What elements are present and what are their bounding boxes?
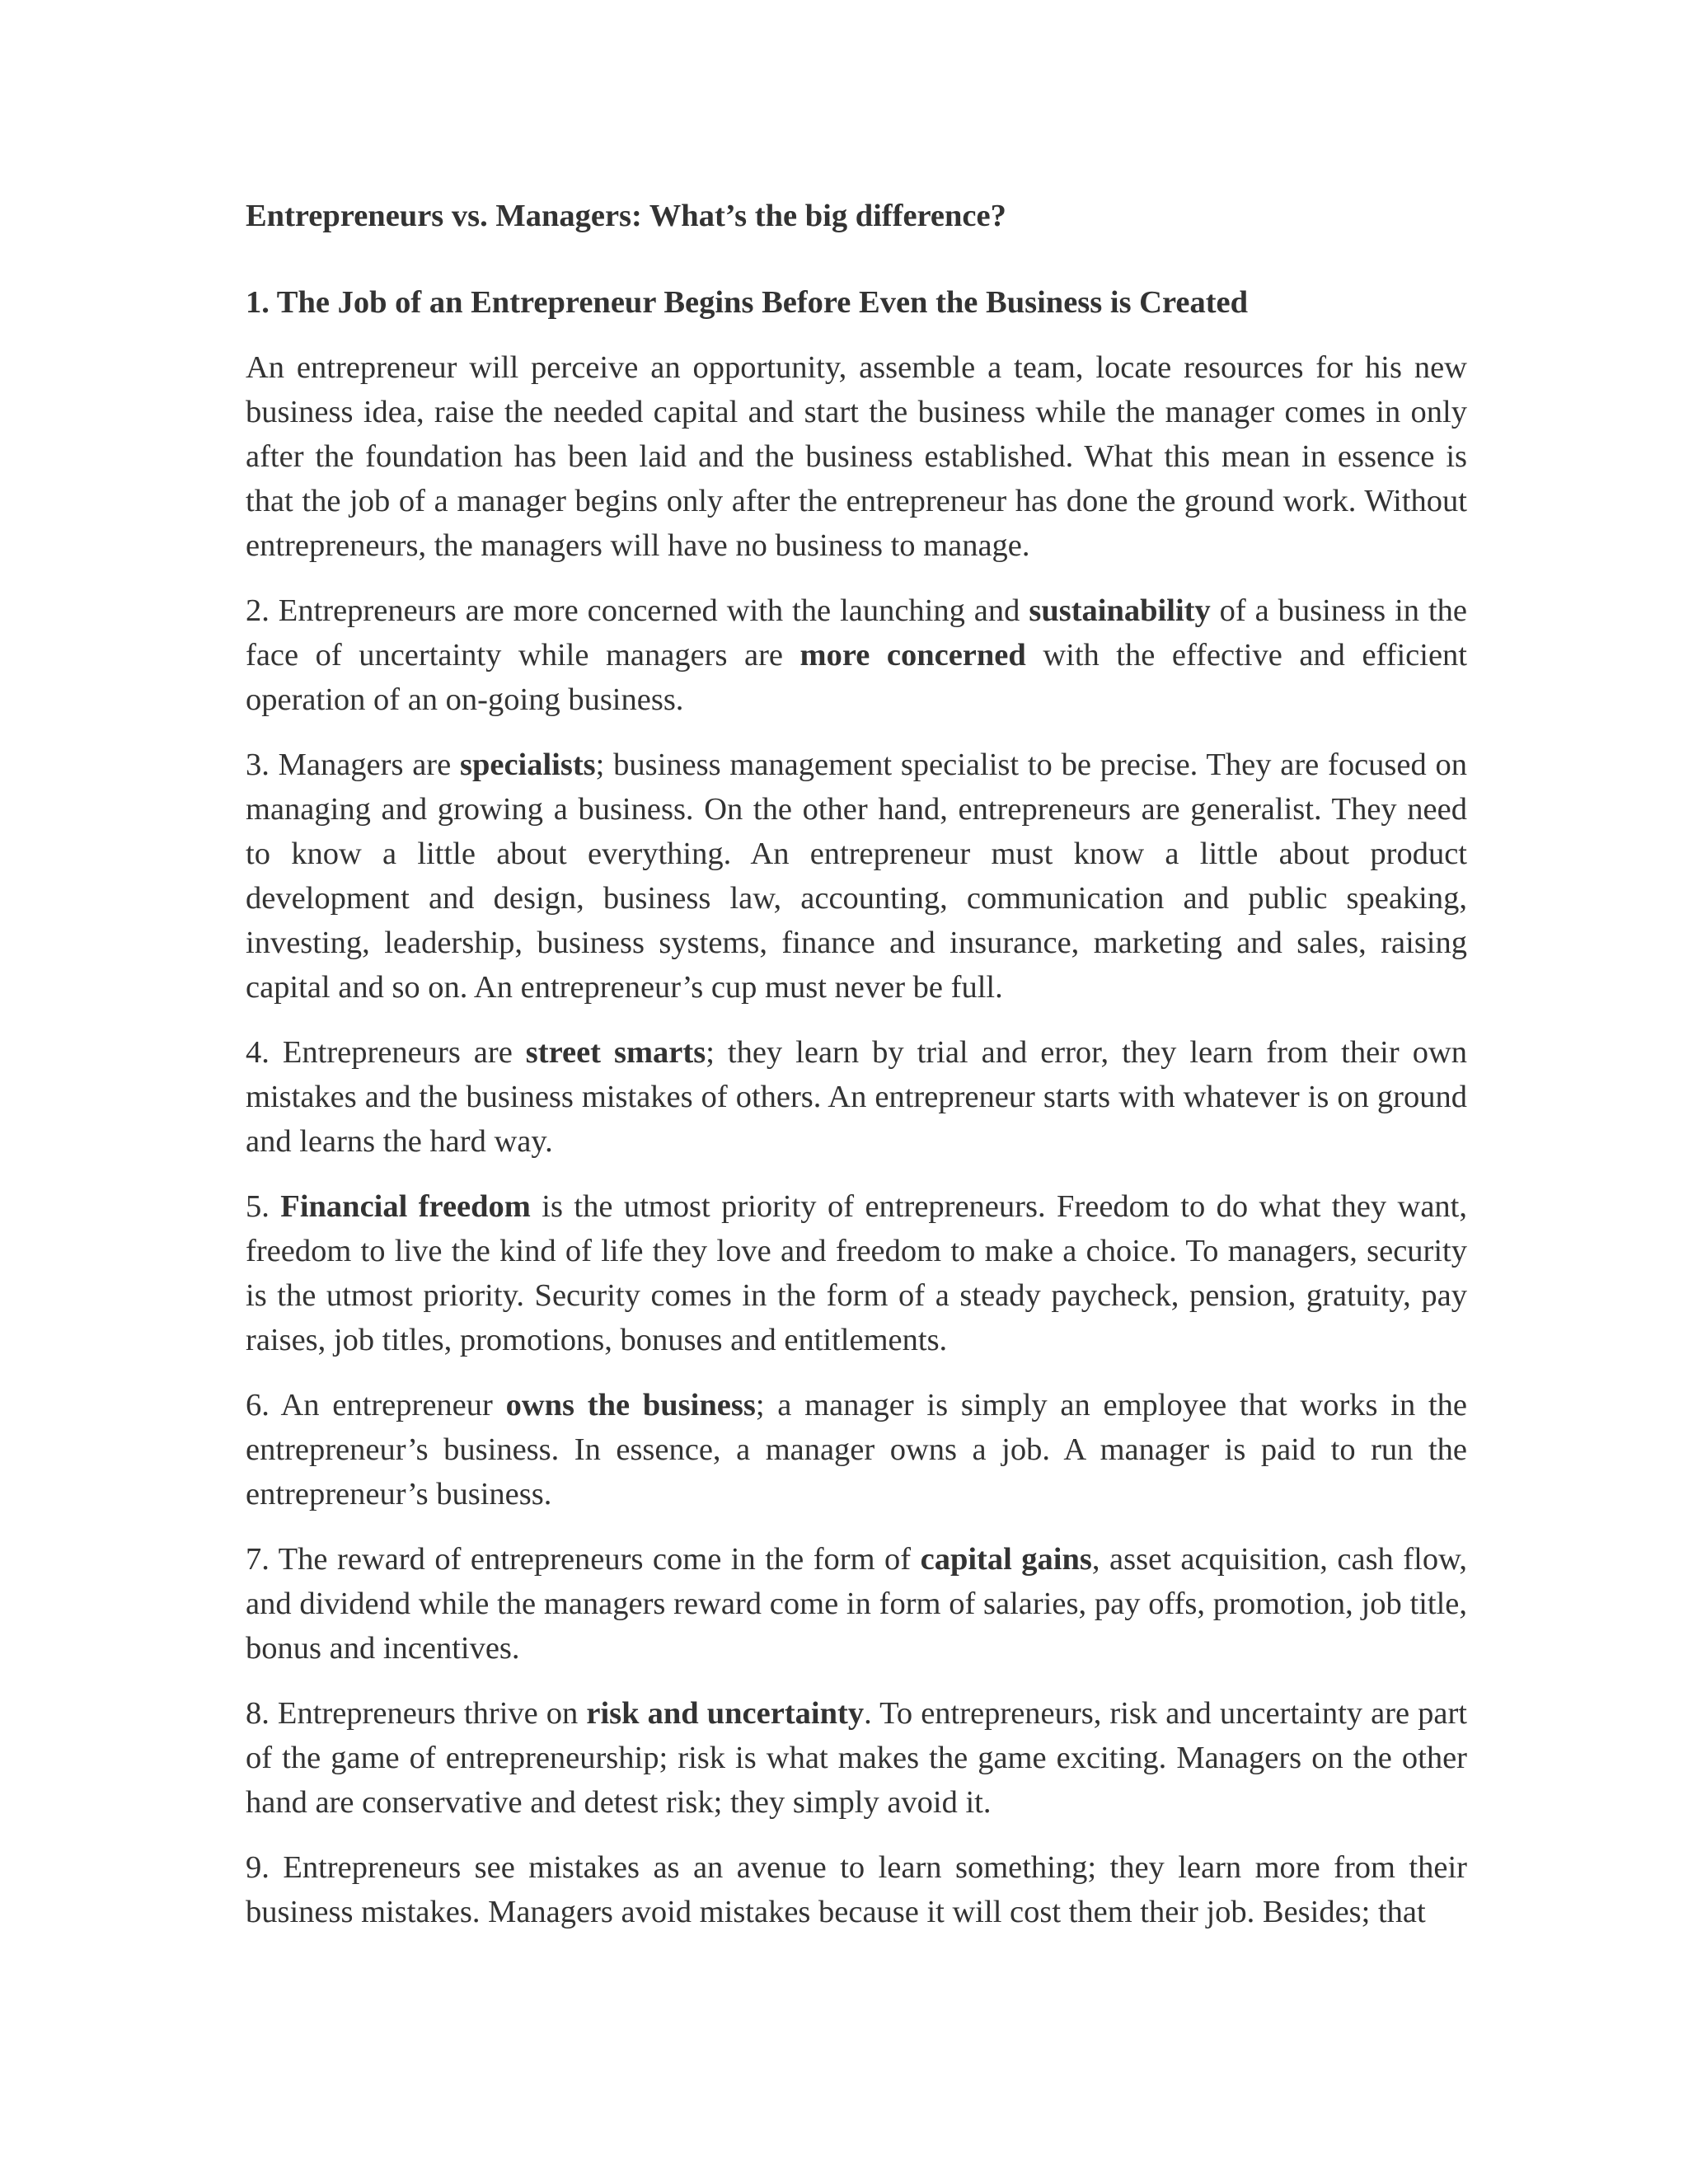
bold-term: Financial freedom: [280, 1189, 531, 1224]
point-8-paragraph: [246, 1691, 1467, 1825]
bold-term: street smarts: [525, 1035, 706, 1070]
text-run: ; they learn by trial and error, they learn from their own mistakes and the business mistakes of others. An entrepreneur starts with whatever is on ground and learns the hard way.: [246, 1035, 1467, 1159]
section-heading: 1. The Job of an Entrepreneur Begins Before Even the Business is Created: [246, 285, 1249, 320]
text-run: ; business management specialist to be precise. They are focused on managing and growing a business. On the other hand, entrepreneurs are generalist. They need to know a little about everything. An entrepreneur must know a little about product development and design, business law, accounting, communication and public speaking, investing, leadership, business systems, finance and insurance, marketing and sales, raising capital and so on. An entrepreneur’s cup must never be full.: [246, 748, 1467, 1005]
text-run: 5.: [246, 1189, 281, 1224]
bold-term: risk and uncertainty: [586, 1696, 865, 1731]
text-run: ; a manager is simply an employee that works in the entrepreneur’s business. In essence, a manager owns a job. A manager is paid to run the entrepreneur’s business.: [246, 1388, 1467, 1511]
point-4-paragraph: [246, 1030, 1467, 1164]
bold-term: specialists: [459, 748, 596, 782]
bold-term: capital gains: [920, 1542, 1092, 1577]
text-run: 2. Entrepreneurs are more concerned with the launching and: [246, 593, 1029, 628]
text-run: 9. Entrepreneurs see mistakes as an avenue to learn something; they learn more from their business mistakes. Managers avoid mistakes because it will cost them their job. Besides; that: [246, 1850, 1467, 1929]
point-3-paragraph: [246, 743, 1467, 1010]
point-6-paragraph: [246, 1383, 1467, 1516]
text-run: . To entrepreneurs, risk and uncertainty are part of the game of entrepreneurship; risk is what makes the game exciting. Managers on the other hand are conservative and detest risk; they simply avoid it.: [246, 1696, 1468, 1820]
text-run: 4. Entrepreneurs are: [246, 1035, 526, 1070]
document-title: Entrepreneurs vs. Managers: What’s the big difference?: [246, 199, 1006, 233]
point-5-paragraph: [246, 1184, 1467, 1362]
point-9-paragraph: [246, 1845, 1467, 1934]
point-7-paragraph: [246, 1537, 1467, 1671]
text-run: is the utmost priority of entrepreneurs. Freedom to do what they want, freedom to live the kind of life they love and freedom to make a choice. To managers, security is the utmost priority. Security comes in the form of a steady paycheck, pension, gratuity, pay raises, job titles, promotions, bonuses and entitlements.: [246, 1189, 1467, 1357]
document-page: [246, 194, 1467, 1955]
point-2-paragraph: [246, 588, 1467, 722]
bold-term: sustainability: [1029, 593, 1211, 628]
text-run: 7. The reward of entrepreneurs come in the form of: [246, 1542, 921, 1577]
text-run: 6. An entrepreneur: [246, 1388, 506, 1422]
text-run: , asset acquisition, cash flow, and dividend while the managers reward come in form of salaries, pay offs, promotion, job title, bonus and incentives.: [246, 1542, 1467, 1666]
text-run: with the effective and efficient operation of an on-going business.: [246, 638, 1468, 717]
text-run: of a business in the face of uncertainty while managers are: [246, 593, 1468, 673]
bold-term: more concerned: [799, 638, 1026, 673]
bold-term: owns the business: [505, 1388, 756, 1422]
text-run: 3. Managers are: [246, 748, 460, 782]
intro-paragraph: An entrepreneur will perceive an opportunity, assemble a team, locate resources for his new business idea, raise the needed capital and start the business while the manager comes in only after the foundation has been laid and the business established. What this mean in essence is that the job of a manager begins only after the entrepreneur has done the ground work. Without entrepreneurs, the managers will have no business to manage.: [246, 350, 1467, 563]
text-run: 8. Entrepreneurs thrive on: [246, 1696, 587, 1731]
